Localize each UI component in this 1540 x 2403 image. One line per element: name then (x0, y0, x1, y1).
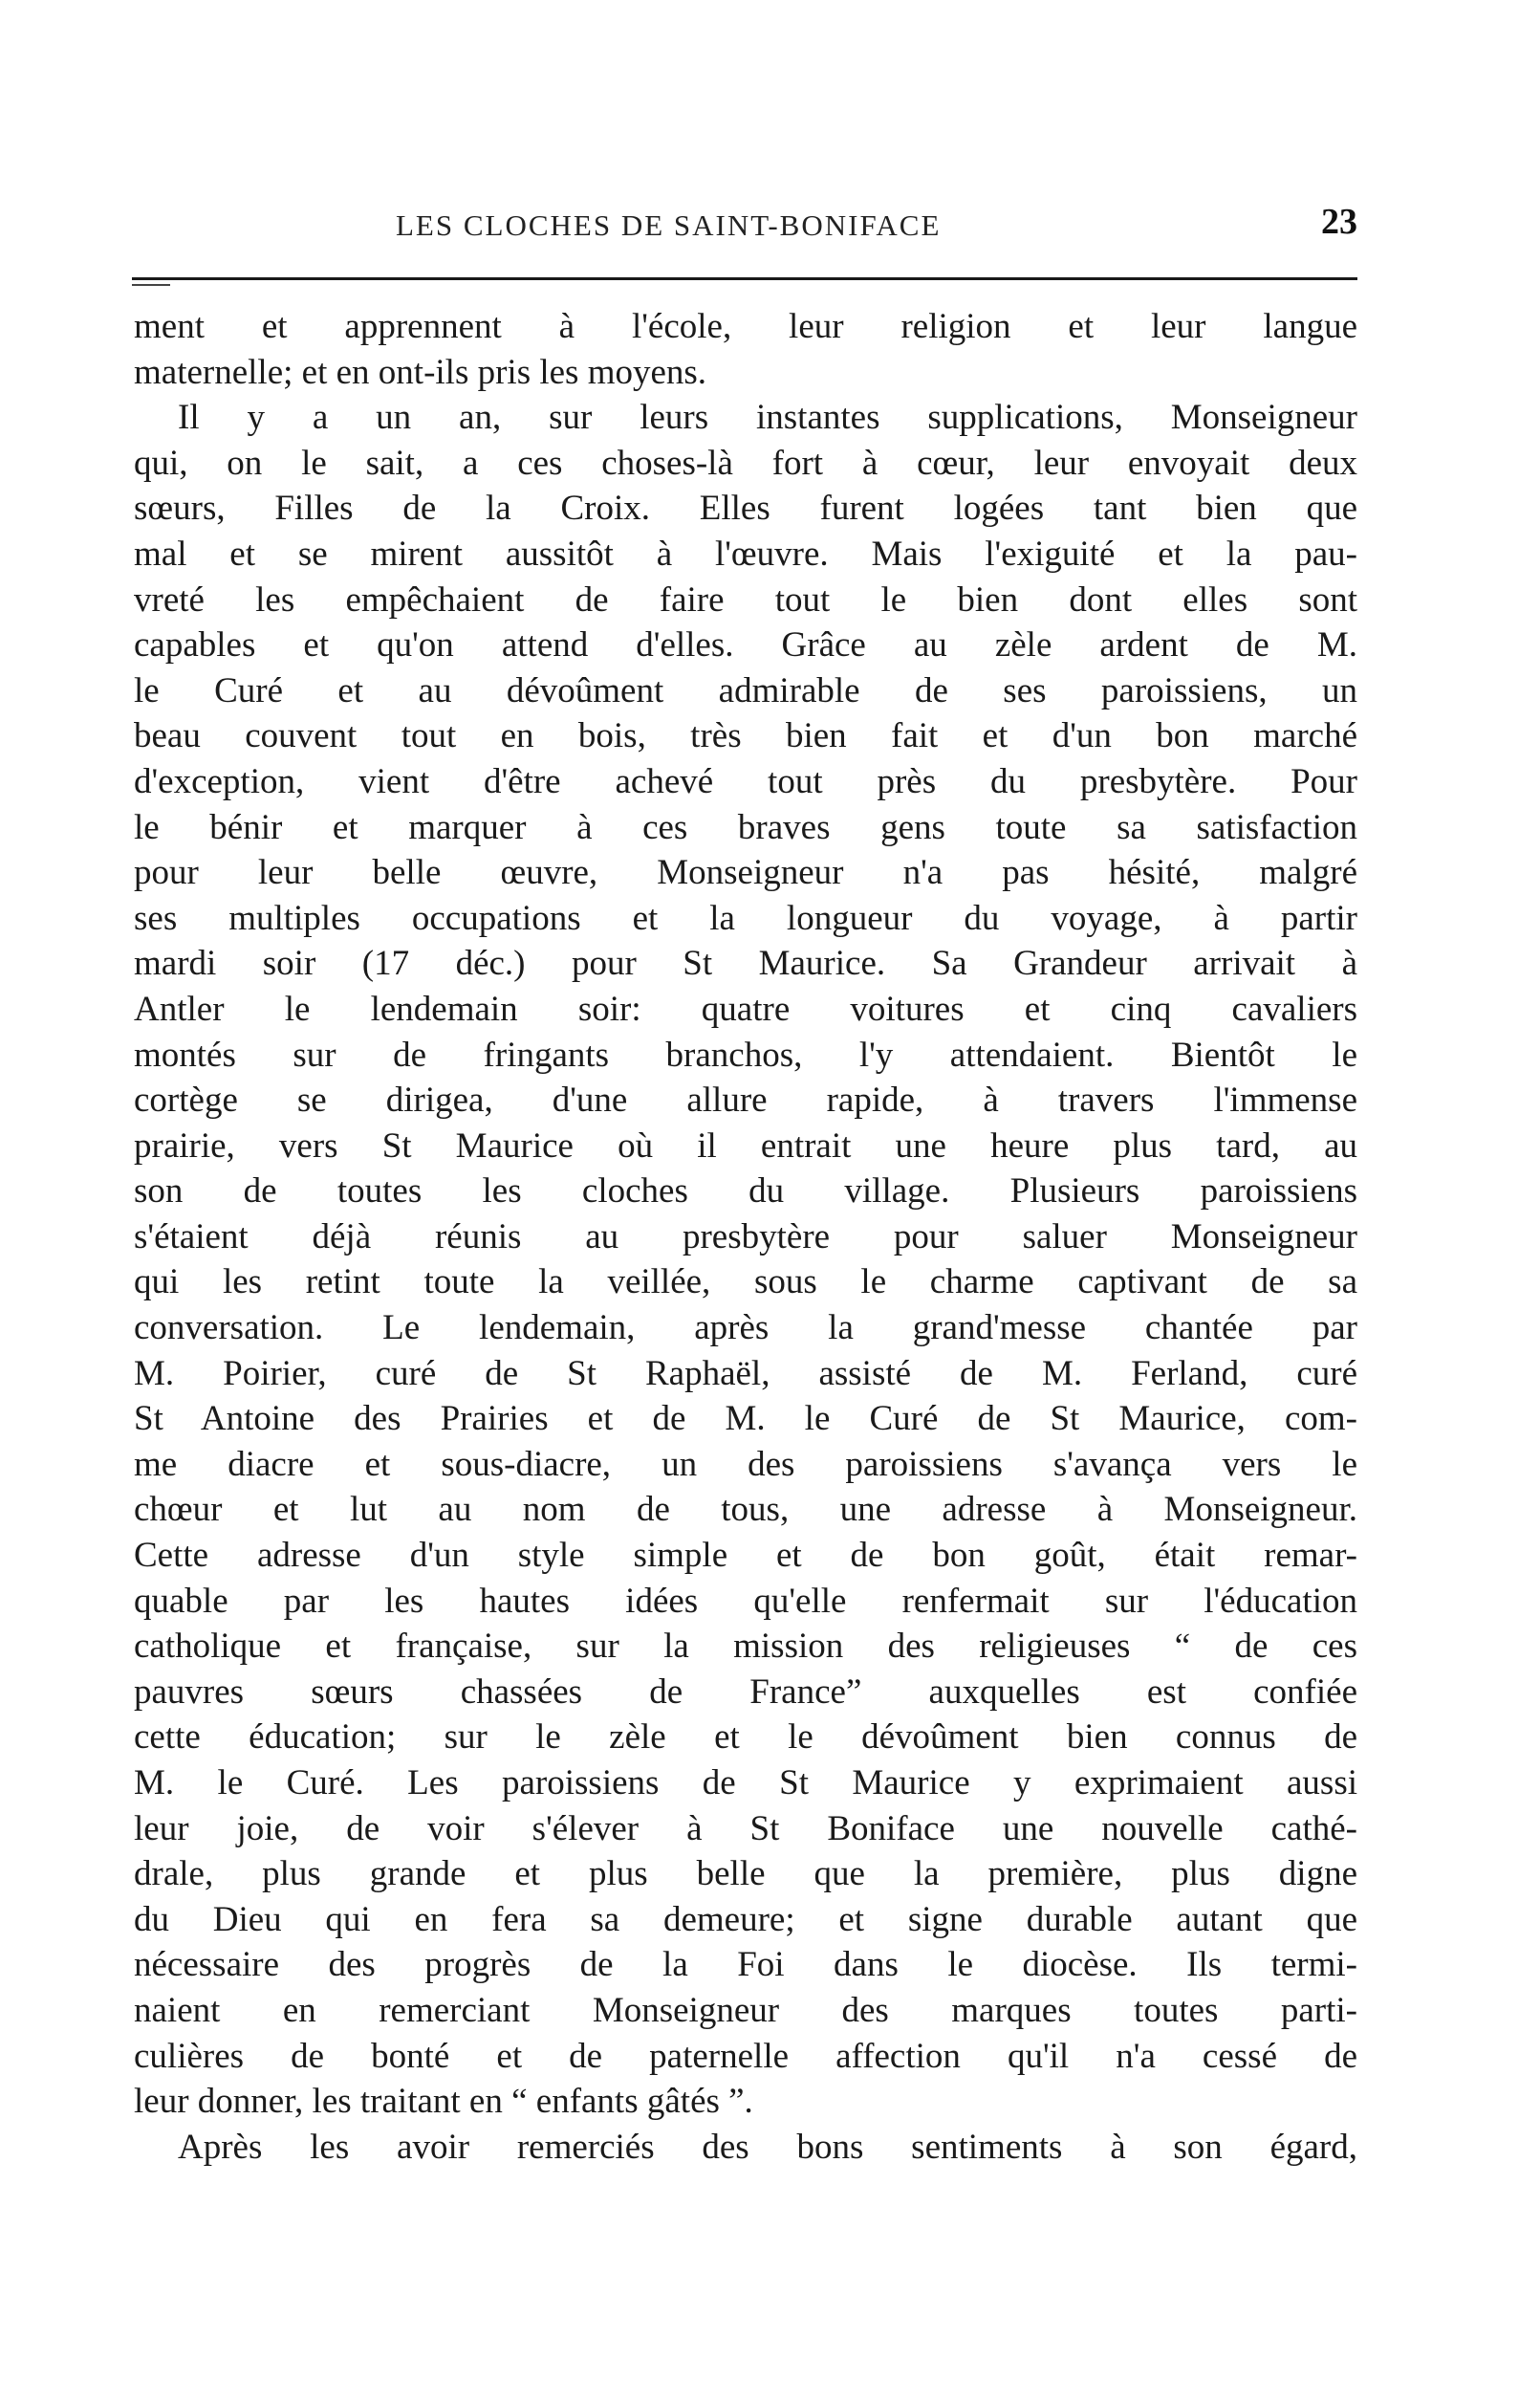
text-line: qui, on le sait, a ces choses-là fort à cœur, leur envoyait deux (134, 443, 1357, 483)
header-rule (132, 277, 1357, 280)
text-line: M. le Curé. Les paroissiens de St Maurice y exprimaient aussi (134, 1763, 1357, 1802)
text-line: prairie, vers St Maurice où il entrait une heure plus tard, au (134, 1125, 1357, 1166)
text-line: Après les avoir remerciés des bons sentiments à son égard, (178, 2127, 1357, 2167)
text-line: Antler le lendemain soir: quatre voitures et cinq cavaliers (134, 989, 1357, 1029)
text-line: leur donner, les traitant en “ enfants gâtés ”. (134, 2082, 753, 2122)
text-line: beau couvent tout en bois, très bien fait et d'un bon marché (134, 716, 1357, 756)
text-line: catholique et française, sur la mission des religieuses “ de ces (134, 1627, 1357, 1667)
text-line: leur joie, de voir s'élever à St Boniface une nouvelle cathé- (134, 1808, 1357, 1848)
text-line: me diacre et sous-diacre, un des paroissiens s'avança vers le (134, 1444, 1357, 1484)
running-title: LES CLOCHES DE SAINT-BONIFACE (396, 208, 942, 242)
text-line: pauvres sœurs chassées de France” auxquelles est confiée (134, 1671, 1357, 1712)
text-line: sœurs, Filles de la Croix. Elles furent logées tant bien que (134, 489, 1357, 529)
text-line: Cette adresse d'un style simple et de bon goût, était remar- (134, 1536, 1357, 1576)
text-line: capables et qu'on attend d'elles. Grâce au zèle ardent de M. (134, 625, 1357, 666)
text-line: mardi soir (17 déc.) pour St Maurice. Sa Grandeur arrivait à (134, 944, 1357, 984)
text-line: quable par les hautes idées qu'elle renfermait sur l'éducation (134, 1581, 1357, 1621)
text-line: s'étaient déjà réunis au presbytère pour saluer Monseigneur (134, 1216, 1357, 1256)
text-line: Il y a un an, sur leurs instantes supplications, Monseigneur (178, 398, 1357, 438)
header-rule-mark (132, 284, 170, 286)
text-line: conversation. Le lendemain, après la grand'messe chantée par (134, 1308, 1357, 1348)
text-line: montés sur de fringants branchos, l'y attendaient. Bientôt le (134, 1035, 1357, 1075)
text-line: qui les retint toute la veillée, sous le charme captivant de sa (134, 1262, 1357, 1302)
text-line: naient en remerciant Monseigneur des marques toutes parti- (134, 1990, 1357, 2030)
text-line: cette éducation; sur le zèle et le dévoûment bien connus de (134, 1717, 1357, 1758)
text-line: chœur et lut au nom de tous, une adresse à Monseigneur. (134, 1490, 1357, 1530)
text-line: nécessaire des progrès de la Foi dans le diocèse. Ils termi- (134, 1945, 1357, 1985)
text-line: culières de bonté et de paternelle affection qu'il n'a cessé de (134, 2036, 1357, 2076)
text-line: le bénir et marquer à ces braves gens toute sa satisfaction (134, 807, 1357, 847)
text-line: son de toutes les cloches du village. Plusieurs paroissiens (134, 1171, 1357, 1212)
text-line: drale, plus grande et plus belle que la première, plus digne (134, 1854, 1357, 1894)
text-line: pour leur belle œuvre, Monseigneur n'a pas hésité, malgré (134, 853, 1357, 893)
text-line: le Curé et au dévoûment admirable de ses paroissiens, un (134, 670, 1357, 710)
text-line: mal et se mirent aussitôt à l'œuvre. Mais l'exiguité et la pau- (134, 534, 1357, 574)
text-line: maternelle; et en ont-ils pris les moyens. (134, 352, 707, 392)
text-line: ses multiples occupations et la longueur du voyage, à partir (134, 898, 1357, 938)
text-line: ment et apprennent à l'école, leur religion et leur langue (134, 307, 1357, 346)
text-line: M. Poirier, curé de St Raphaël, assisté de M. Ferland, curé (134, 1353, 1357, 1393)
text-line: d'exception, vient d'être achevé tout près du presbytère. Pour (134, 761, 1357, 801)
text-line: du Dieu qui en fera sa demeure; et signe durable autant que (134, 1899, 1357, 1939)
running-head (132, 201, 1357, 258)
body-text (134, 304, 1357, 2170)
text-line: St Antoine des Prairies et de M. le Curé de St Maurice, com- (134, 1399, 1357, 1439)
text-line: vreté les empêchaient de faire tout le bien dont elles sont (134, 579, 1357, 620)
text-line: cortège se dirigea, d'une allure rapide, à travers l'immense (134, 1081, 1357, 1121)
page-number: 23 (1321, 202, 1357, 242)
